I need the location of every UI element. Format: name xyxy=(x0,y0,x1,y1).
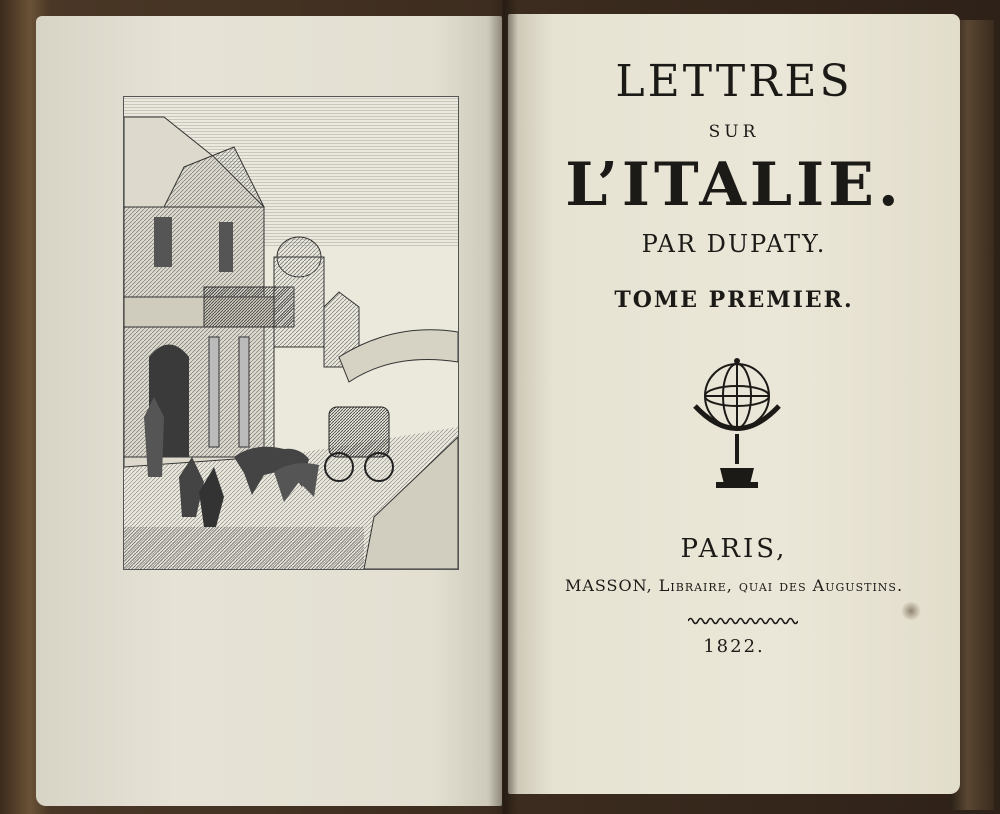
title-line-italie: L’ITALIE. xyxy=(565,150,903,220)
globe-icon xyxy=(690,356,784,490)
ink-stain xyxy=(900,602,922,620)
publisher-line: MASSON, Libraire, quai des Augustins. xyxy=(564,576,904,595)
title-line-sur: SUR xyxy=(708,122,760,142)
ornament-rule xyxy=(688,616,798,626)
author-line: PAR DUPATY. xyxy=(641,230,827,258)
frontispiece-engraving xyxy=(123,96,459,570)
title-line-lettres: LETTRES xyxy=(615,56,853,107)
year-line: 1822. xyxy=(703,636,765,657)
city-line: PARIS, xyxy=(680,534,788,564)
volume-line: TOME PREMIER. xyxy=(614,287,854,313)
